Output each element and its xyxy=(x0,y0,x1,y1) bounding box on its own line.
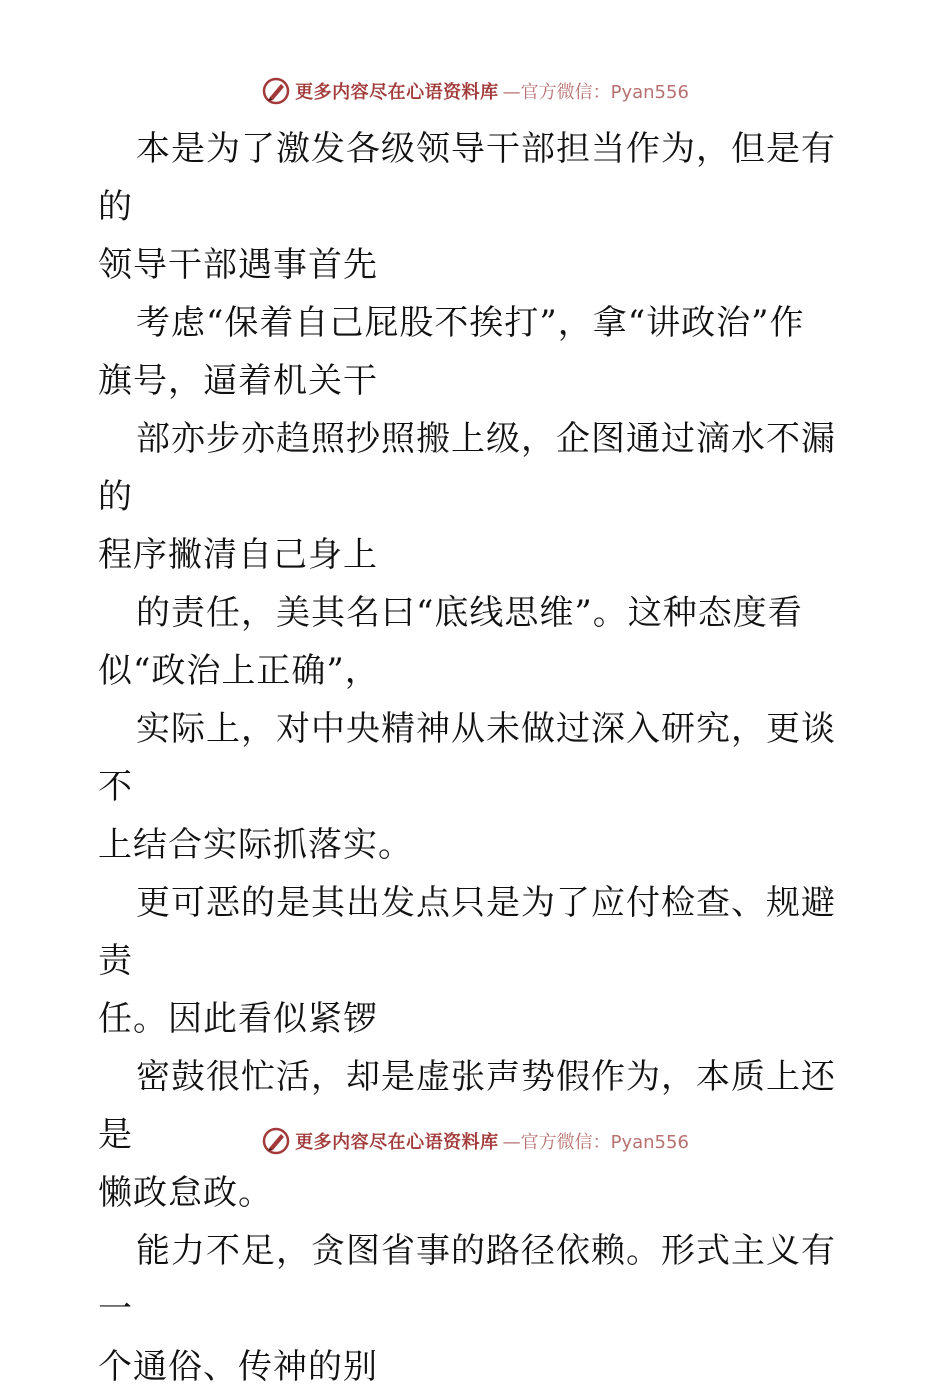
paragraph xyxy=(98,700,858,874)
paragraph xyxy=(98,584,858,700)
watermark-main-text: 更多内容尽在心语资料库 xyxy=(295,1132,499,1153)
paragraph-line: 的责任，美其名曰“底线思维”。这种态度看 xyxy=(136,593,803,633)
paragraph xyxy=(98,410,858,584)
paragraph-line: 个通俗、传神的别 xyxy=(98,1347,378,1387)
paragraph xyxy=(98,874,858,1048)
paragraph-line: 密鼓很忙活，却是虚张声势假作为，本质上还是 xyxy=(98,1057,836,1155)
pen-logo-icon xyxy=(261,1126,291,1156)
paragraph-line: 部亦步亦趋照抄照搬上级，企图通过滴水不漏的 xyxy=(98,419,836,517)
paragraph-line: 上结合实际抓落实。 xyxy=(98,825,413,865)
footer-watermark xyxy=(0,1126,950,1156)
paragraph-line: 旗号，逼着机关干 xyxy=(98,361,378,401)
paragraph-line: 似“政治上正确”， xyxy=(98,651,380,691)
paragraph xyxy=(98,120,858,294)
paragraph xyxy=(98,294,858,410)
paragraph-line: 更可恶的是其出发点只是为了应付检查、规避责 xyxy=(98,883,836,981)
watermark-main-text: 更多内容尽在心语资料库 xyxy=(295,82,499,103)
watermark-sub-text: —官方微信：Pyan556 xyxy=(502,82,689,103)
paragraph-line: 懒政怠政。 xyxy=(98,1173,273,1213)
paragraph-line: 程序撇清自己身上 xyxy=(98,535,378,575)
paragraph-line: 考虑“保着自己屁股不挨打”，拿“讲政治”作 xyxy=(136,303,805,343)
paragraph-line: 能力不足，贪图省事的路径依赖。形式主义有一 xyxy=(98,1231,836,1329)
document-body xyxy=(98,120,858,1396)
paragraph xyxy=(98,1222,858,1396)
paragraph-line: 领导干部遇事首先 xyxy=(98,245,378,285)
pen-logo-icon xyxy=(261,76,291,106)
watermark-sub-text: —官方微信：Pyan556 xyxy=(502,1132,689,1153)
paragraph-line: 本是为了激发各级领导干部担当作为，但是有的 xyxy=(98,129,836,227)
paragraph-line: 实际上，对中央精神从未做过深入研究，更谈不 xyxy=(98,709,836,807)
paragraph-line: 任。因此看似紧锣 xyxy=(98,999,378,1039)
header-watermark xyxy=(0,76,950,106)
